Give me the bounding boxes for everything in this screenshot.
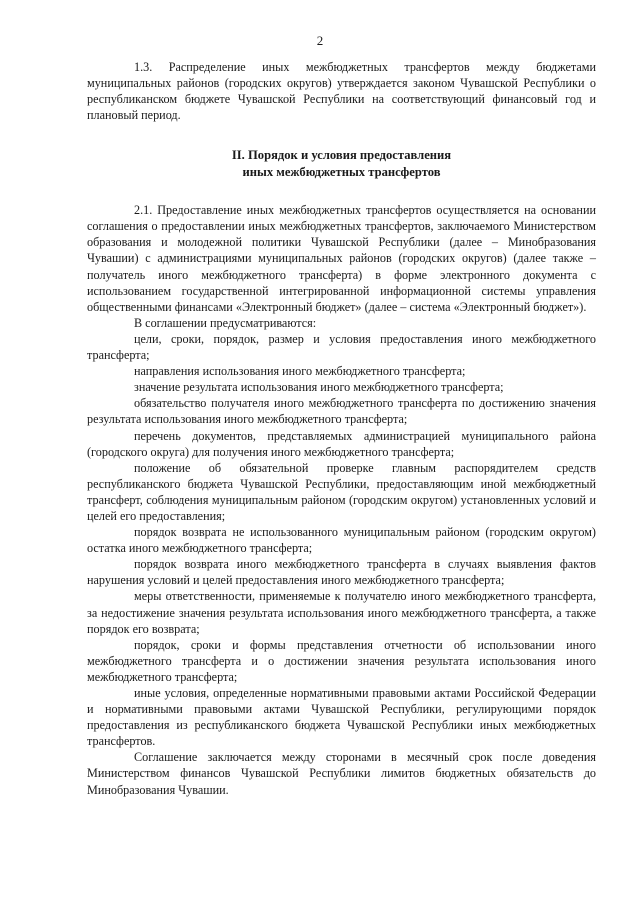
document-body (87, 59, 596, 798)
section-heading-line-2: иных межбюджетных трансфертов (242, 164, 441, 179)
paragraph-agreement-term: Соглашение заключается между сторонами в месячный срок после доведения Министерством финансов Чувашской Республики лимитов бюджетных обязательств до Минобразования Чувашии. (87, 750, 596, 797)
page-number: 2 (316, 33, 324, 48)
list-item-directions: направления использования иного межбюджетного трансферта; (134, 364, 466, 379)
list-item-documents: перечень документов, представляемых администрацией муниципального района (городского округа) для получения иного межбюджетного трансферта; (87, 428, 596, 459)
list-item-other-conditions: иные условия, определенные нормативными правовыми актами Российской Федерации и нормативными правовыми актами Чувашской Республики, регулирующими порядок предоставления из республиканского бюджета Чувашской Республики иных межбюджетных трансфертов. (87, 686, 596, 749)
section-heading (87, 147, 596, 180)
list-item-responsibility: меры ответственности, применяемые к получателю иного межбюджетного трансферта, за недостижение значения результата использования иного межбюджетного трансферта, а также порядок его возврата; (87, 589, 596, 636)
paragraph-2-1: 2.1. Предоставление иных межбюджетных трансфертов осуществляется на основании соглашения о предоставлении иных межбюджетных трансфертов, заключаемого Министерством образования и молодежной политики Чувашской Республики (далее – Минобразования Чувашии) с администрациями муниципальных районов (городских округов) (далее также – получатель иного межбюджетного трансферта) в форме электронного документа с использованием государственной интегрированной информационной системы управления общественными финансами «Электронный бюджет» (далее – система «Электронный бюджет»). (87, 203, 596, 314)
list-item-verification: положение об обязательной проверке главным распорядителем средств республиканского бюджета Чувашской Республики, предоставляющим иной межбюджетный трансферт, соблюдения муниципальным районом (городским округом) установленных условий и целей его предоставления; (87, 460, 596, 523)
list-item-result-value: значение результата использования иного межбюджетного трансферта; (134, 380, 504, 395)
list-item-obligation: обязательство получателя иного межбюджетного трансферта по достижению значения результата использования иного межбюджетного трансферта; (87, 396, 596, 427)
list-item-unused-return: порядок возврата не использованного муниципальным районом (городским округом) остатка иного межбюджетного трансферта; (87, 525, 596, 556)
paragraph-agreement-intro: В соглашении предусматриваются: (134, 315, 317, 330)
section-heading-line-1: II. Порядок и условия предоставления (231, 148, 452, 163)
list-item-goals: цели, сроки, порядок, размер и условия предоставления иного межбюджетного трансферта; (87, 331, 596, 363)
list-item-violation-return: порядок возврата иного межбюджетного трансферта в случаях выявления фактов нарушения условий и целей предоставления иного межбюджетного трансферта; (87, 557, 596, 588)
paragraph-1-3: 1.3. Распределение иных межбюджетных трансфертов между бюджетами муниципальных районов (городских округов) утверждается законом Чувашской Республики о республиканском бюджете Чувашской Республики на соответствующий финансовый год и плановый период. (87, 60, 596, 123)
list-item-reporting: порядок, сроки и формы представления отчетности об использовании иного межбюджетного трансферта и о достижении значения результата использования иного межбюджетного трансферта; (87, 637, 596, 684)
